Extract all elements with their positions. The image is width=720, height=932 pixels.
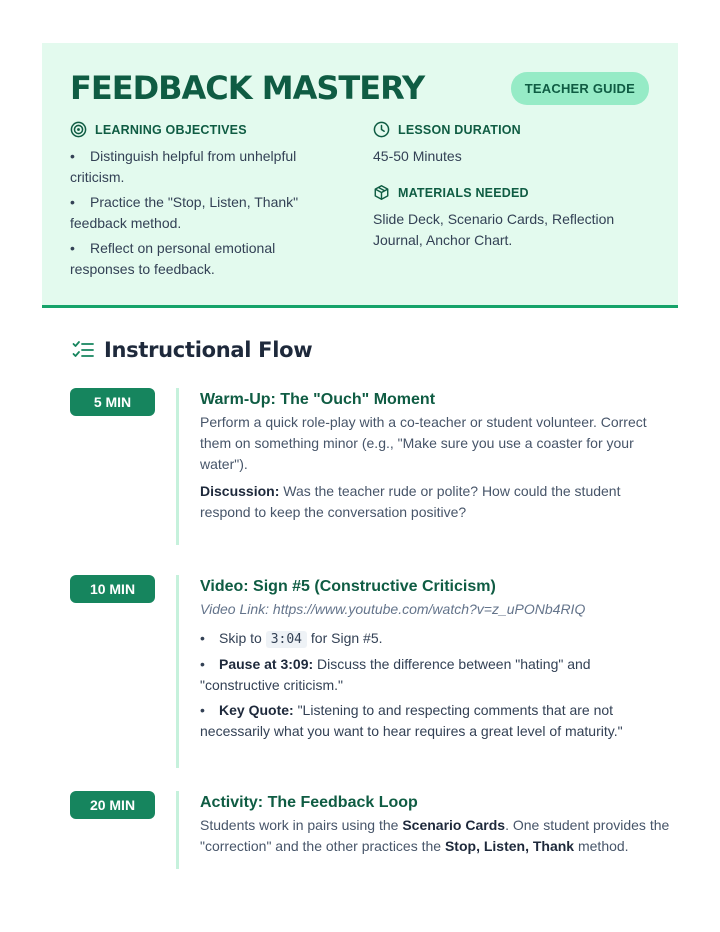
bullet-item: • Pause at 3:09: Discuss the difference between "hating" and "constructive criticism." [200, 656, 591, 693]
checklist-icon [72, 340, 94, 360]
step-description: Perform a quick role-play with a co-teacher or student volunteer. Correct them on something minor (e.g., "Make sure you use a coaster for your water"). [200, 414, 647, 472]
step-body [176, 575, 670, 768]
bullet-item: • Skip to 3:04 for Sign #5. [200, 630, 383, 647]
video-link[interactable]: Video Link: https://www.youtube.com/watch?v=z_uPONb4RIQ [200, 601, 586, 617]
objective-item: • Reflect on personal emotional responses to feedback. [70, 240, 276, 277]
bullet-item: • Key Quote: "Listening to and respecting comments that are not necessarily what you want to hear requires a great level of maturity." [200, 702, 623, 739]
details-section [373, 121, 633, 251]
objectives-section [70, 121, 340, 284]
objectives-label-row [70, 121, 340, 138]
target-icon [70, 121, 87, 138]
materials-value: Slide Deck, Scenario Cards, Reflection Journal, Anchor Chart. [373, 211, 615, 248]
flow-heading [72, 338, 312, 362]
objective-item: • Practice the "Stop, Listen, Thank" feedback method. [70, 194, 299, 231]
materials-label-row [373, 184, 633, 201]
step-title: Activity: The Feedback Loop [200, 794, 418, 811]
step-duration-pill: 5 MIN [70, 388, 155, 416]
step-body [176, 388, 670, 545]
flow-title: Instructional Flow [104, 338, 313, 362]
duration-label: LESSON DURATION [398, 122, 521, 137]
timestamp-code: 3:04 [266, 631, 307, 648]
objective-item: • Distinguish helpful from unhelpful criticism. [70, 148, 297, 185]
step-duration-pill: 20 MIN [70, 791, 155, 819]
step-title: Video: Sign #5 (Constructive Criticism) [200, 578, 496, 595]
duration-value: 45-50 Minutes [373, 148, 462, 164]
duration-label-row [373, 121, 633, 138]
step-duration-pill: 10 MIN [70, 575, 155, 603]
step-title: Warm-Up: The "Ouch" Moment [200, 391, 436, 408]
materials-label: MATERIALS NEEDED [398, 185, 529, 200]
teacher-guide-badge: TEACHER GUIDE [511, 72, 649, 105]
objectives-list [70, 146, 340, 280]
box-icon [373, 184, 390, 201]
step-discussion: Discussion: Was the teacher rude or polite? How could the student respond to keep the conversation positive? [200, 483, 621, 520]
clock-icon [373, 121, 390, 138]
objectives-label: LEARNING OBJECTIVES [95, 122, 247, 137]
header-panel [42, 43, 678, 308]
step-bullets [200, 628, 670, 742]
page-title: FEEDBACK MASTERY [70, 69, 425, 107]
step-body [176, 791, 670, 869]
step-description: Students work in pairs using the Scenario Cards. One student provides the "correction" and the other practices the Stop, Listen, Thank method. [200, 817, 670, 854]
